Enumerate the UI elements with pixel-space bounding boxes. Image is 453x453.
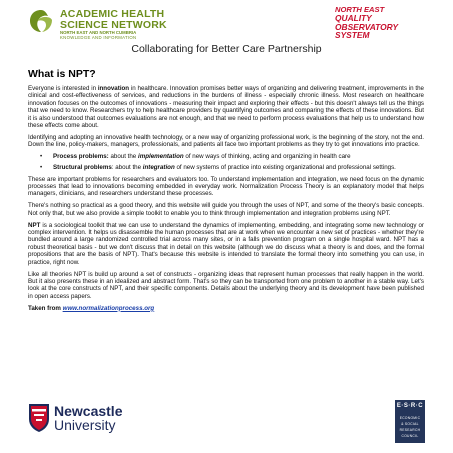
university-crest-icon [28, 403, 50, 433]
paragraph-innovation [28, 85, 424, 129]
p1-emphasis: innovation [97, 85, 130, 92]
bullet2-text-a: : about the [111, 163, 143, 171]
neqos-logo [335, 6, 427, 40]
partnership-subtitle: Collaborating for Better Care Partnership [131, 43, 322, 55]
ahsn-logo [28, 8, 228, 42]
ahsn-line-2: SCIENCE NETWORK [60, 18, 167, 31]
ahsn-swirl-icon [28, 8, 54, 34]
problem-list [28, 153, 424, 171]
p5-text: is a sociological toolkit that we can use to understand the dynamics of implementing, embedding, and integrating some new technology or complex intervention. It helps us disassemble the human processes that are at work when we encounter a new set of practices - whether they're bundled around a large randomized controlled trial across many sites, or in a falls prevention program on a single hospital ward. NPT has a robust theoretical basis - but we don't discuss that in detail on this website (although we do discuss what a theory is and does, and the formal propositions that are the basis of NPT). That's because this website is intended to translate the formal theory into something you can use, in practice, right now. [28, 221, 424, 266]
bullet1-emphasis: implementation [137, 153, 184, 161]
p5-lead: NPT [28, 221, 41, 229]
neqos-line-1: NORTH EAST [335, 5, 385, 14]
page-title: What is NPT? [28, 68, 96, 80]
neqos-line-2: QUALITY [335, 13, 372, 23]
esrc-line-economic: ECONOMIC [399, 416, 421, 420]
bullet1-lead: Process problems: [53, 153, 109, 161]
bullet2-text-b: of new systems of practice into existing organizational and professional settings. [174, 163, 396, 171]
esrc-acronym: E·S·R·C [396, 403, 424, 409]
ahsn-line-3: NORTH EAST AND NORTH CUMBRIA [60, 30, 137, 35]
ahsn-line-4: KNOWLEDGE AND INFORMATION [60, 35, 137, 41]
bullet-icon: • [40, 153, 43, 161]
esrc-line-research: RESEARCH [399, 428, 421, 432]
esrc-line-social: & SOCIAL [401, 422, 419, 426]
p1-text-c: in healthcare. Innovation promises better ways of organizing and delivering treatment, improvements in the clinical and cost-effectiveness of services, and reductions in the burdens of illness - especially chronic illness. Most research on healthcare innovation focuses on the outcomes of innovations - measuring their impact and exploring their effects - but this doesn't always tell us the things that we need to know. Researchers try to help healthcare providers by quantifying outcomes and comparing the effects of these innovations. But it is also understood that outcomes evaluations are not enough, and that we need to perform process evaluations that help us to understand how these effects come about. [28, 85, 424, 130]
bullet2-emphasis: integration [142, 163, 175, 171]
ahsn-line-1: ACADEMIC HEALTH [60, 8, 165, 20]
list-item-process-problems [28, 153, 424, 160]
ahsn-wordmark [60, 9, 167, 41]
bullet-icon: • [40, 163, 43, 171]
paragraph-constructs: Like all theories NPT is build up around a set of constructs - organizing ideas that represent human processes that really happen in the world. But it also presents these in an idealized and abstract form. That's so they can be transported from one problem to another in a stable way. Let's look at the core constructs of NPT, and their specific components. Details about the underlying theory and its development have been published in open access papers. [28, 270, 424, 300]
bullet1-text-b: of new ways of thinking, acting and organizing in health care [183, 153, 351, 161]
source-link[interactable]: www.normalizationprocess.org [62, 304, 155, 312]
document-body [28, 68, 424, 312]
paragraph-practical-theory: There's nothing so practical as a good theory, and this website will guide you through the uses of NPT, and some of the theory's basic concepts. Not only that, but we also provide a simple toolkit to enable you to think through implementation and integration problems using NPT. [28, 202, 424, 217]
neqos-line-3: OBSERVATORY [335, 21, 399, 32]
source-label: Taken from [28, 304, 63, 312]
bullet1-text-a: about the [108, 153, 138, 161]
esrc-logo [395, 400, 425, 443]
newcastle-university-logo [28, 403, 138, 437]
list-item-structural-problems [28, 164, 424, 171]
newcastle-wordmark: Newcastle [54, 403, 123, 419]
bullet2-lead: Structural problems [53, 163, 112, 171]
paragraph-researchers: These are important problems for researchers and evaluators too. To understand implementation and integration, we need focus on the dynamic processes that lead to innovations becoming embedded in everyday work. Normalization Process Theory is an explanatory model that helps managers, clinicians, and researchers understand these processes. [28, 175, 424, 198]
neqos-line-4: SYSTEM [335, 30, 370, 41]
university-wordmark: University [54, 417, 116, 433]
source-line [28, 305, 424, 312]
paragraph-npt-toolkit [28, 222, 424, 266]
paragraph-adoption: Identifying and adopting an innovative health technology, or a new way of organizing professional work, is the beginning of the story, not the end. Down the line, policy-makers, managers, professionals, and patients all face two important problems as they try to get innovations into practice. [28, 133, 424, 149]
p1-text-a: Everyone is interested in [28, 85, 98, 92]
esrc-line-council: COUNCIL [401, 434, 419, 438]
